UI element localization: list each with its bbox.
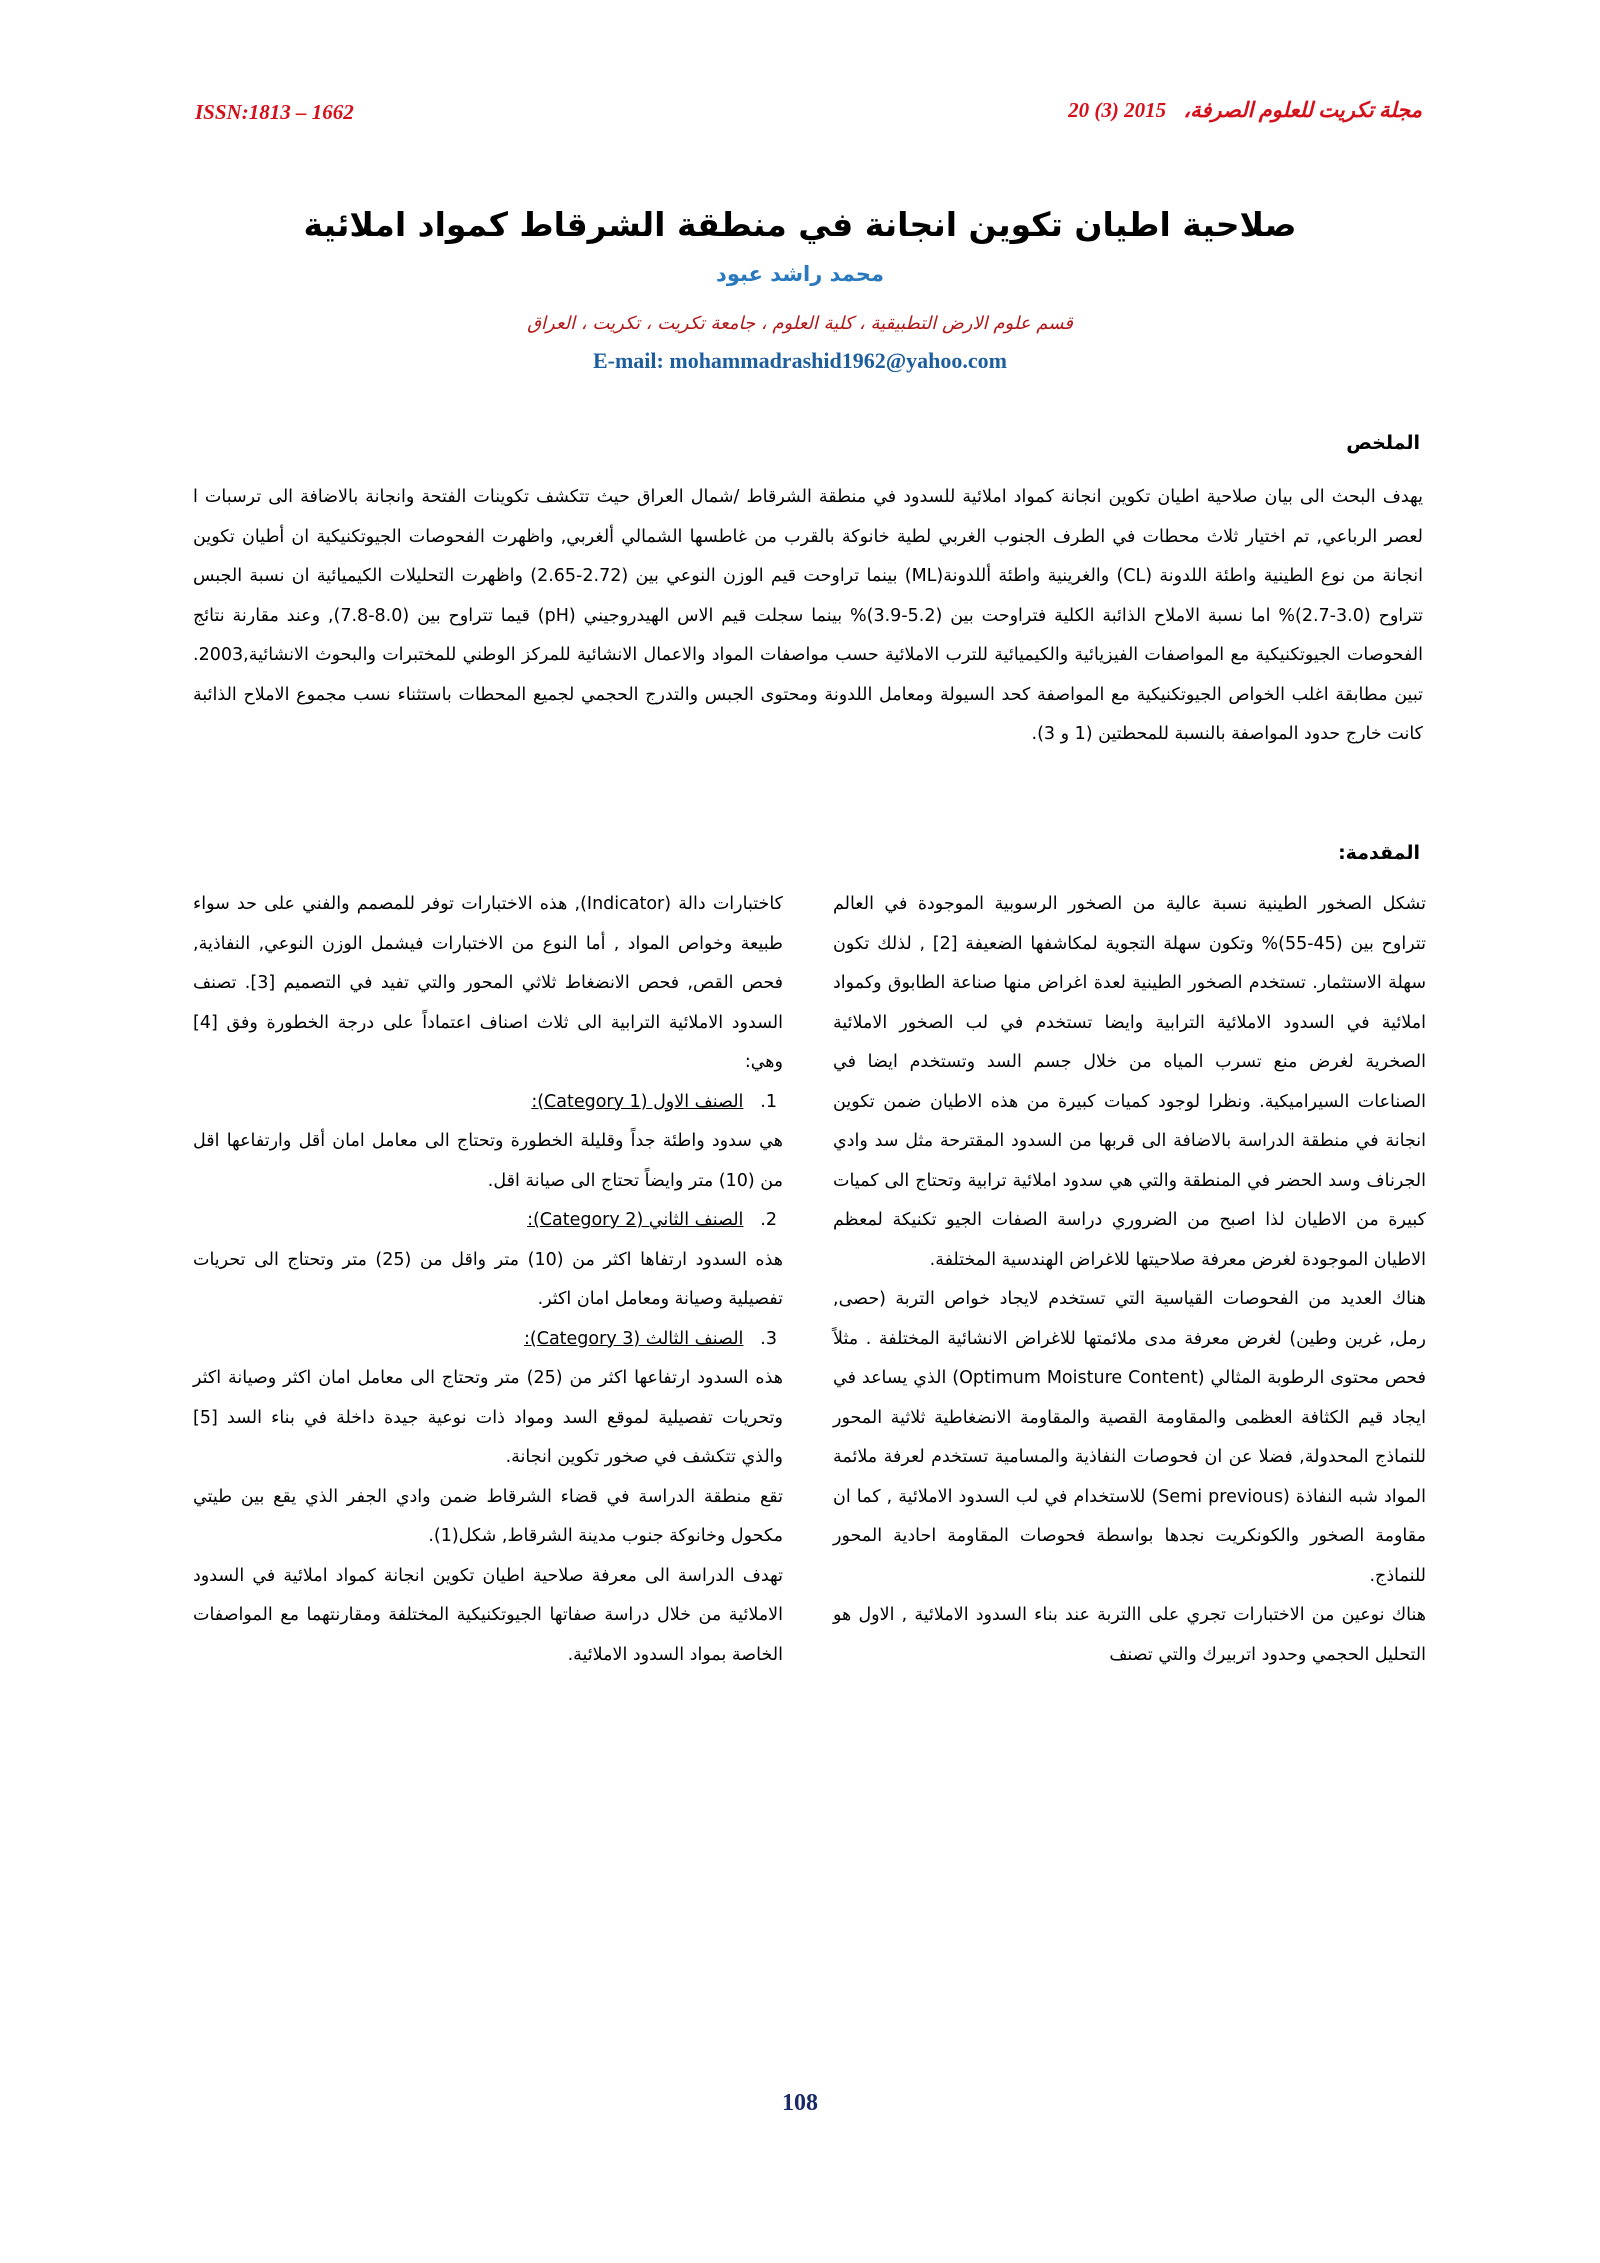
category-index: 1. — [760, 1091, 777, 1112]
category-3-heading — [193, 1320, 783, 1360]
abstract-text: يهدف البحث الى بيان صلاحية اطيان تكوين انجانة كمواد املائية للسدود في منطقة الشرقاط /شمال العراق حيث تتكشف تكوينات الفتحة وانجانة بالاضافة الى ترسبات ا لعصر الرباعي, تم اختيار ثلاث محطات في الطرف الجنوب الغربي لطية خانوكة بالقرب من غاطسها الشمالي ألغربي, واظهرت الفحوصات الجيوتكنيكية ان أطيان تكوين انجانة من نوع الطينية واطئة اللدونة (CL) والغرينية واطئة أللدونة(ML) بينما تراوحت قيم الوزن النوعي بين (2.72-2.65) واظهرت التحليلات الكيميائية ان نسبة الجبس تتراوح (3.0-2.7)% اما نسبة الاملاح الذائبة الكلية فتراوحت بين (5.2-3.9)% بينما سجلت قيم الاس الهيدروجيني (pH) قيما تتراوح بين (8.0-7.8), وعند مقارنة نتائج الفحوصات الجيوتكنيكية مع المواصفات الفيزيائية والكيميائية للترب الاملائية حسب مواصفات المواد والاعمال الانشائية للمركز الوطني للمختبرات والبحوث الانشائية,2003. تبين مطابقة اغلب الخواص الجيوتكنيكية مع المواصفة كحد السيولة ومعامل اللدونة ومحتوى الجبس والتدرج الحجمي لجميع المحطات باستثناء نسب مجموع الاملاح الذائبة كانت خارج حدود المواصفة بالنسبة للمحطتين (1 و 3). — [193, 487, 1424, 744]
issn-header: ISSN:1813 – 1662 — [195, 100, 354, 124]
journal-name: مجلة تكريت للعلوم الصرفة، — [1183, 98, 1422, 122]
author-name: محمد راشد عبود — [716, 262, 884, 286]
category-index: 3. — [760, 1328, 777, 1349]
author-email[interactable]: E-mail: mohammadrashid1962@yahoo.com — [592, 348, 1008, 373]
category-label: الصنف الاول (Category 1): — [531, 1091, 744, 1112]
category-3-text: هذه السدود ارتفاعها اكثر من (25) متر وتحتاج الى معامل امان اكثر وصيانة اكثر وتحريات تفصيلية لموقع السد ومواد ذات نوعية جيدة داخلة في بناء السد [5] والذي تتكشف في صخور تكوين انجانة. — [193, 1368, 783, 1467]
category-index: 2. — [760, 1210, 777, 1230]
intro-paragraph: هناك نوعين من الاختبارات تجري على االتربة عند بناء السدود الاملائية , الاول هو التحليل الحجمي وحدود اتربيرك والتي تصنف — [833, 1605, 1426, 1665]
intro-paragraph: هناك العديد من الفحوصات القياسية التي تستخدم لايجاد خواص التربة (حصى, رمل, غرين وطين) لغرض معرفة مدى ملائمتها للاغراض الانشائية المختلفة . مثلاً فحص محتوى الرطوبة المثالي (Optimum Moisture Content) الذي يساعد في ايجاد قيم الكثافة العظمى والمقاومة القصية والمقاومة الانضغاطية ثلاثية المحور للنماذج المحدولة, فضلا عن ان فحوصات النفاذية والمسامية تستخدم لعرفة ملائمة المواد شبه النفاذة (Semi previous) للاستخدام في لب السدود الاملائية , كما ان مقاومة الصخور والكونكريت نجدها بواسطة فحوصات المقاومة احادية المحور للنماذج. — [833, 1289, 1426, 1586]
article-title: صلاحية اطيان تكوين انجانة في منطقة الشرقاط كمواد املائية — [303, 205, 1297, 244]
abstract-body — [193, 478, 1423, 755]
introduction-left-column — [193, 885, 783, 1675]
introduction-heading: المقدمة: — [1338, 842, 1420, 864]
category-1-heading — [193, 1083, 783, 1123]
indicator-tests-paragraph: كاختبارات دالة (Indicator), هذه الاختبارات توفر للمصمم والفني على حد سواء طبيعة وخواص المواد , أما النوع من الاختبارات فيشمل الوزن النوعي, النفاذية, فحص القص, فحص الانضغاط ثلاثي المحور والتي تفيد في التصميم [3]. تصنف السدود الاملائية الترابية الى ثلاث اصناف اعتماداً على درجة الخطورة وفق [4] وهي: — [193, 894, 783, 1072]
study-aim-paragraph: تهدف الدراسة الى معرفة صلاحية اطيان تكوين انجانة كمواد املائية في السدود الاملائية من خلال دراسة صفاتها الجيوتكنيكية المختلفة ومقارنتهما مع المواصفات الخاصة بمواد السدود الاملائية. — [193, 1565, 783, 1665]
category-2-heading — [193, 1201, 783, 1241]
introduction-right-column — [833, 885, 1426, 1675]
journal-header — [1068, 98, 1422, 123]
category-label: الصنف الثاني (Category 2): — [527, 1210, 744, 1230]
volume-issue-year: 20 (3) 2015 — [1068, 98, 1167, 122]
intro-paragraph: تشكل الصخور الطينية نسبة عالية من الصخور الرسوبية الموجودة في العالم تتراوح بين (45-55)% وتكون سهلة التجوية لمكاشفها الضعيفة [2] , لذلك تكون سهلة الاستثمار. تستخدم الصخور الطينية لعدة اغراض منها صناعة الطابوق وكمواد املائية في السدود الاملائية الترابية وايضا تستخدم في لب الصخور الاملائية الصخرية لغرض منع تسرب المياه من خلال جسم السد وتستخدم ايضا في الصناعات السيراميكية. ونظرا لوجود كميات كبيرة من هذه الاطيان ضمن تكوين انجانة في منطقة الدراسة بالاضافة الى قربها من السدود المقترحة مثل سد وادي الجرناف وسد الحضر في المنطقة والتي هي سدود املائية ترابية وتحتاج الى كميات كبيرة من الاطيان لذا اصبح من الضروري دراسة الصفات الجيو تكنيكة لمعظم الاطيان الموجودة لغرض معرفة صلاحيتها للاغراض الهندسية المختلفة. — [833, 894, 1426, 1270]
category-label: الصنف الثالث (Category 3): — [524, 1328, 744, 1349]
study-area-paragraph: تقع منطقة الدراسة في قضاء الشرقاط ضمن وادي الجفر الذي يقع بين طيتي مكحول وخانوكة جنوب مدينة الشرقاط, شكل(1). — [193, 1486, 783, 1546]
category-2-text: هذه السدود ارتفاها اكثر من (10) متر واقل من (25) متر وتحتاج الى تحريات تفصيلية وصيانة ومعامل امان اكثر. — [193, 1249, 783, 1309]
page-number: 108 — [782, 2090, 818, 2116]
abstract-heading: الملخص — [1346, 432, 1420, 454]
author-affiliation: قسم علوم الارض التطبيقية ، كلية العلوم ، جامعة تكريت ، تكريت ، العراق — [527, 313, 1073, 334]
category-1-text: هي سدود واطئة جداً وقليلة الخطورة وتحتاج الى معامل امان أقل وارتفاعها اقل من (10) متر وايضاً تحتاج الى صيانة اقل. — [193, 1131, 783, 1191]
